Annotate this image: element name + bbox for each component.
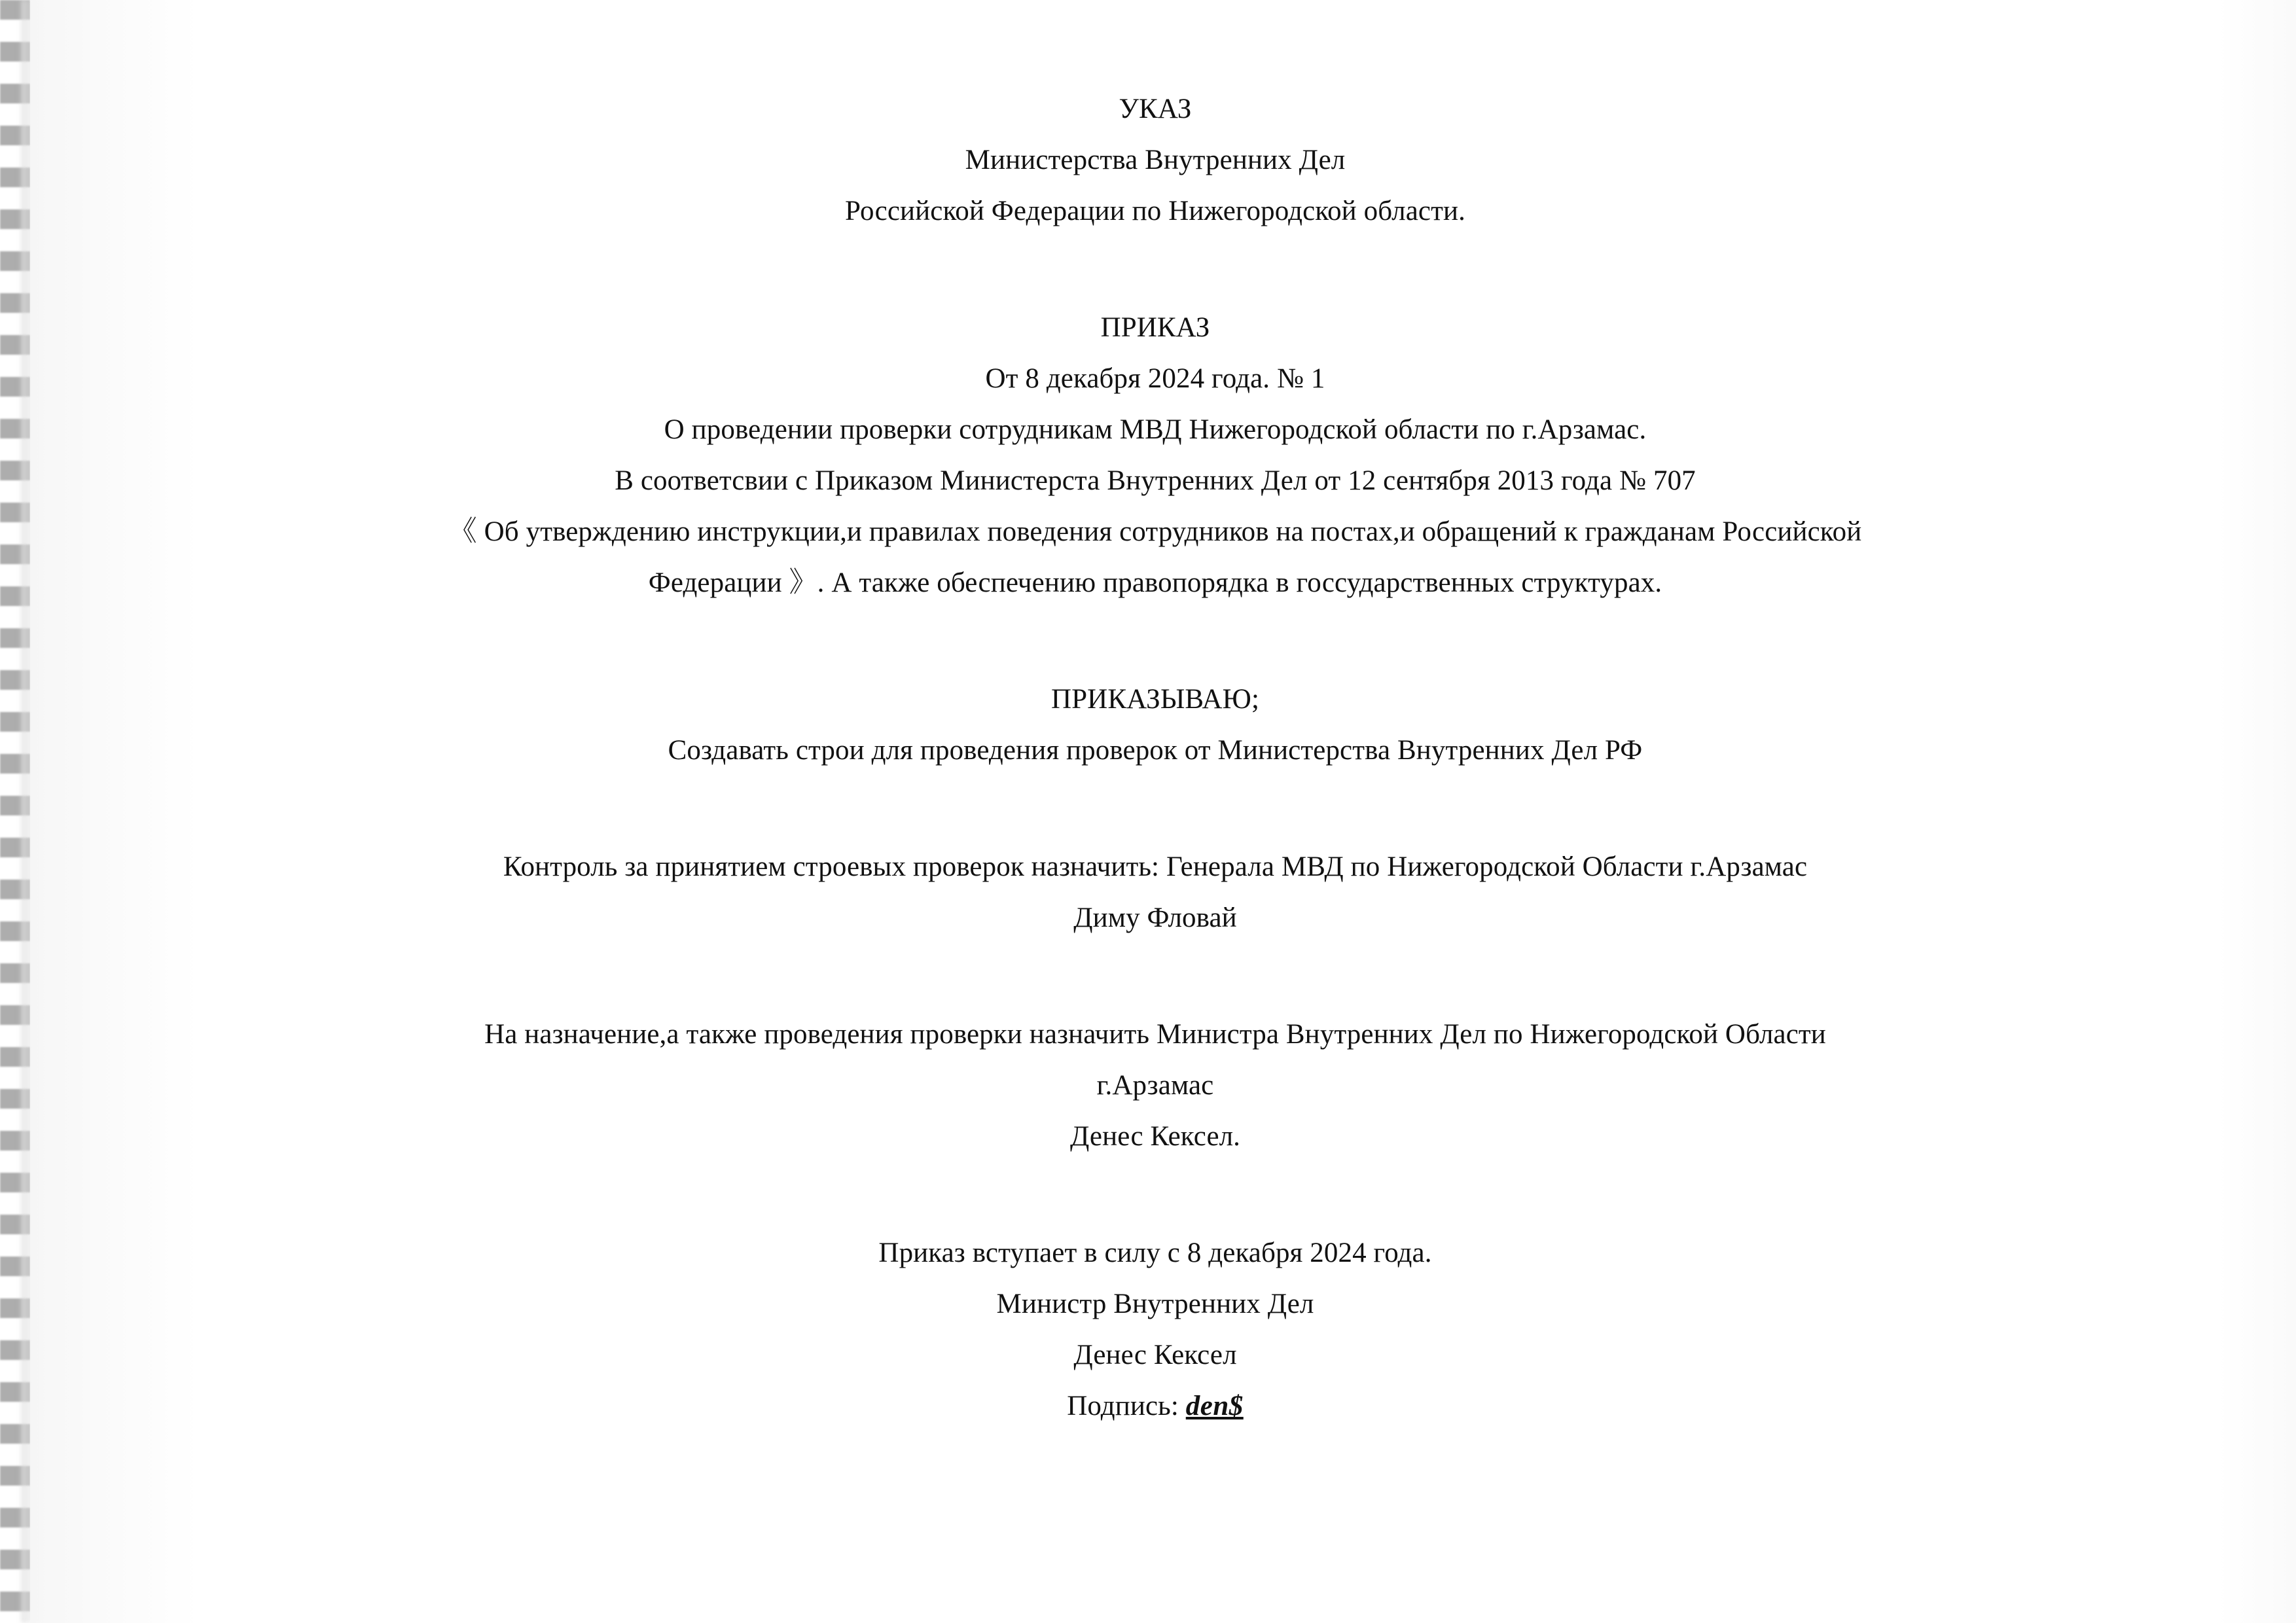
order-heading: ПРИКАЗ xyxy=(1100,312,1210,343)
order-subject: О проведении проверки сотрудникам МВД Нижегородской области по г.Арзамас. xyxy=(664,414,1647,445)
section-gap-1 xyxy=(118,237,2193,302)
closing-signer-name: Денес Кексел xyxy=(1073,1340,1237,1370)
appointment-city: г.Арзамас xyxy=(1096,1070,1214,1101)
section-gap-5 xyxy=(118,1162,2193,1228)
signature-line xyxy=(118,1381,2193,1432)
order-reference: В соответсвии с Приказом Министерста Внутренних Дел от 12 сентября 2013 года № 707 xyxy=(615,465,1696,496)
ministry-name: Министерства Внутренних Дел xyxy=(965,145,1346,175)
directive-body: Создавать строи для проведения проверок от Министерства Внутренних Дел РФ xyxy=(668,735,1643,766)
signature-mark: den$ xyxy=(1185,1391,1244,1421)
control-assignment: Контроль за принятием строевых проверок назначить: Генерала МВД по Нижегородской Области г.Арзамас xyxy=(503,851,1808,882)
order-date-number: От 8 декабря 2024 года. № 1 xyxy=(985,363,1325,394)
region-name: Российской Федерации по Нижегородской области. xyxy=(845,196,1465,226)
appointment-assignment: На назначение,а также проведения проверки назначить Министра Внутренних Дел по Нижегородской Области xyxy=(484,1019,1826,1050)
section-gap-4 xyxy=(118,944,2193,1009)
order-quoted-title-line-1: 《 Об утверждению инструкции,и правилах поведения сотрудников на постах,и обращений к гражданам Российской xyxy=(448,516,1862,547)
signature-label: Подпись: xyxy=(1067,1391,1179,1421)
document-body xyxy=(118,0,2193,1623)
top-padding xyxy=(118,0,2193,84)
closing-signer-title: Министр Внутренних Дел xyxy=(996,1289,1314,1319)
document-title: УКАЗ xyxy=(1119,94,1192,124)
binding-shadow xyxy=(21,0,43,1623)
spiral-binding-edge-icon xyxy=(0,0,30,1623)
control-officer-name: Диму Фловай xyxy=(1073,902,1237,933)
closing-effective-date: Приказ вступает в силу с 8 декабря 2024 года. xyxy=(878,1238,1432,1268)
section-gap-3 xyxy=(118,776,2193,842)
scan-gradient-right xyxy=(2217,0,2296,1623)
order-quoted-title-line-2: Федерации 》. А также обеспечению правопорядка в госсударственных структурах. xyxy=(648,567,1662,598)
section-gap-2 xyxy=(118,609,2193,674)
appointment-officer-name: Денес Кексел. xyxy=(1069,1121,1241,1152)
directive-heading: ПРИКАЗЫВАЮ; xyxy=(1051,684,1259,715)
